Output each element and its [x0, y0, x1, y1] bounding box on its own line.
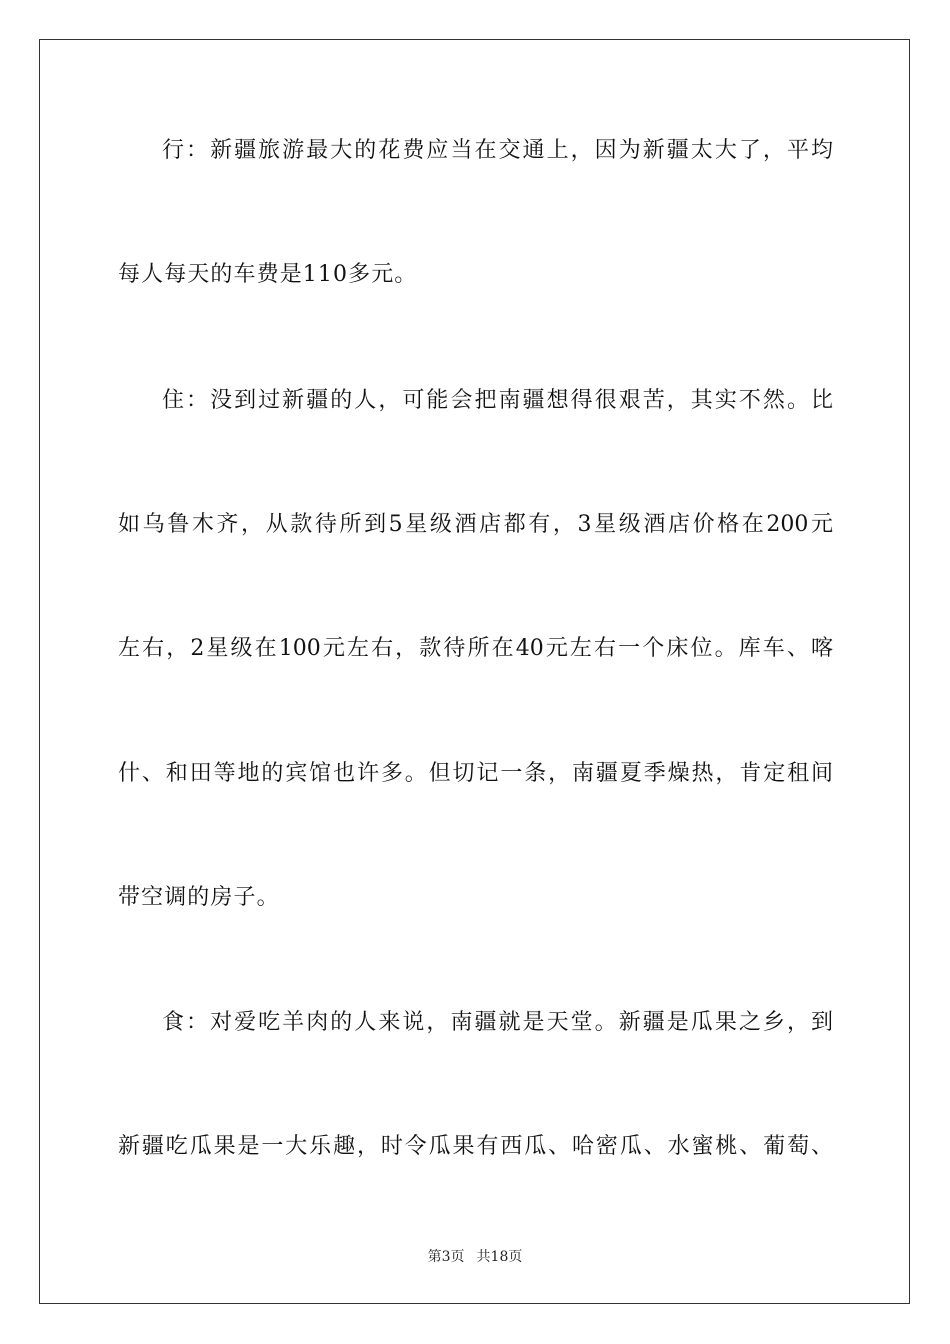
page-total: 共18页 — [476, 1249, 523, 1265]
paragraph-line: 左右，2星级在100元左右，款待所在40元左右一个床位。库车、喀 — [118, 636, 833, 661]
page-border — [39, 39, 910, 1304]
paragraph-line: 如乌鲁木齐，从款待所到5星级酒店都有，3星级酒店价格在200元 — [118, 512, 833, 537]
paragraph-line: 食：对爱吃羊肉的人来说，南疆就是天堂。新疆是瓜果之乡，到 — [162, 1010, 833, 1035]
paragraph-line: 什、和田等地的宾馆也许多。但切记一条，南疆夏季燥热，肯定租间 — [118, 761, 833, 786]
paragraph-line: 行：新疆旅游最大的花费应当在交通上，因为新疆太大了，平均 — [162, 138, 833, 163]
paragraph-line: 住：没到过新疆的人，可能会把南疆想得很艰苦，其实不然。比 — [162, 388, 833, 413]
page-footer — [0, 1248, 950, 1266]
page-number: 第3页 — [427, 1249, 465, 1265]
paragraph-line: 带空调的房子。 — [118, 885, 280, 910]
paragraph-line: 新疆吃瓜果是一大乐趣，时令瓜果有西瓜、哈密瓜、水蜜桃、葡萄、 — [118, 1134, 833, 1159]
paragraph-line: 每人每天的车费是110多元。 — [118, 262, 418, 287]
